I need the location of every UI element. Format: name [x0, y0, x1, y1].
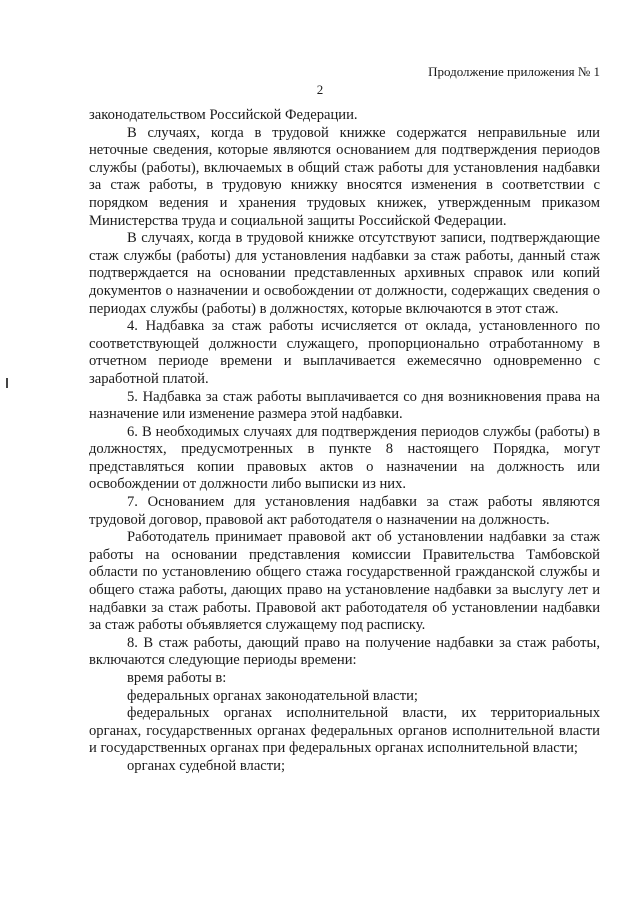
list-item: федеральных органах законодательной власти;	[127, 687, 418, 704]
paragraph-item-8: 8. В стаж работы, дающий право на получение надбавки за стаж работы, включаются следующие периоды времени:	[89, 634, 600, 669]
paragraph-missing-records: В случаях, когда в трудовой книжке отсутствуют записи, подтверждающие стаж службы (работы) для установления надбавки за стаж работы, данный стаж подтверждается на основании представленных архивных справок или копий документов о назначении и освобождении от должности, содержащих сведения о периодах службы (работы) в должностях, которые включаются в этот стаж.	[89, 230, 600, 317]
document-body	[89, 107, 600, 776]
paragraph-employer-act: Работодатель принимает правовой акт об установлении надбавки за стаж работы на основании представления комиссии Правительства Тамбовской области по установлению общего стажа государственной гражданской службы и общего стажа работы, дающих право на установление надбавки за выслугу лет и надбавки за стаж работы. Правовой акт работодателя об установлении надбавки за стаж работы объявляется служащему под расписку.	[89, 529, 600, 634]
paragraph-item-4: 4. Надбавка за стаж работы исчисляется от оклада, установленного по соответствующей должности служащего, пропорционально отработанному в отчетном периоде времени и выплачивается ежемесячно одновременно с заработной платой.	[89, 318, 600, 387]
scan-artifact-mark	[6, 378, 8, 388]
paragraph-continuation: законодательством Российской Федерации.	[89, 107, 358, 123]
list-intro: время работы в:	[127, 670, 227, 686]
paragraph-item-7: 7. Основанием для установления надбавки за стаж работы являются трудовой договор, правовой акт работодателя о назначении на должность.	[89, 494, 600, 528]
paragraph-item-5: 5. Надбавка за стаж работы выплачивается со дня возникновения права на назначение или изменение размера этой надбавки.	[89, 388, 600, 423]
paragraph-incorrect-records: В случаях, когда в трудовой книжке содержатся неправильные или неточные сведения, которые являются основанием для подтверждения периодов службы (работы), включаемых в общий стаж работы для установления надбавки за стаж работы, в трудовую книжку вносятся изменения в соответствии с порядком ведения и хранения трудовых книжек, утвержденным приказом Министерства труда и социальной защиты Российской Федерации.	[89, 124, 600, 229]
list-item: федеральных органах исполнительной власти, их территориальных органах, государственных органах федеральных органов исполнительной власти и государственных органах при федеральных органах исполнительной власти;	[89, 705, 600, 757]
list-item: органах судебной власти;	[127, 757, 286, 774]
paragraph-item-6: 6. В необходимых случаях для подтверждения периодов службы (работы) в должностях, предусмотренных в пункте 8 настоящего Порядка, могут представляться копии правовых актов о назначении на должность или освобождении от должности либо выписки из них.	[89, 423, 600, 493]
appendix-continuation-label: Продолжение приложения № 1	[428, 64, 600, 79]
page-number: 2	[316, 82, 324, 97]
